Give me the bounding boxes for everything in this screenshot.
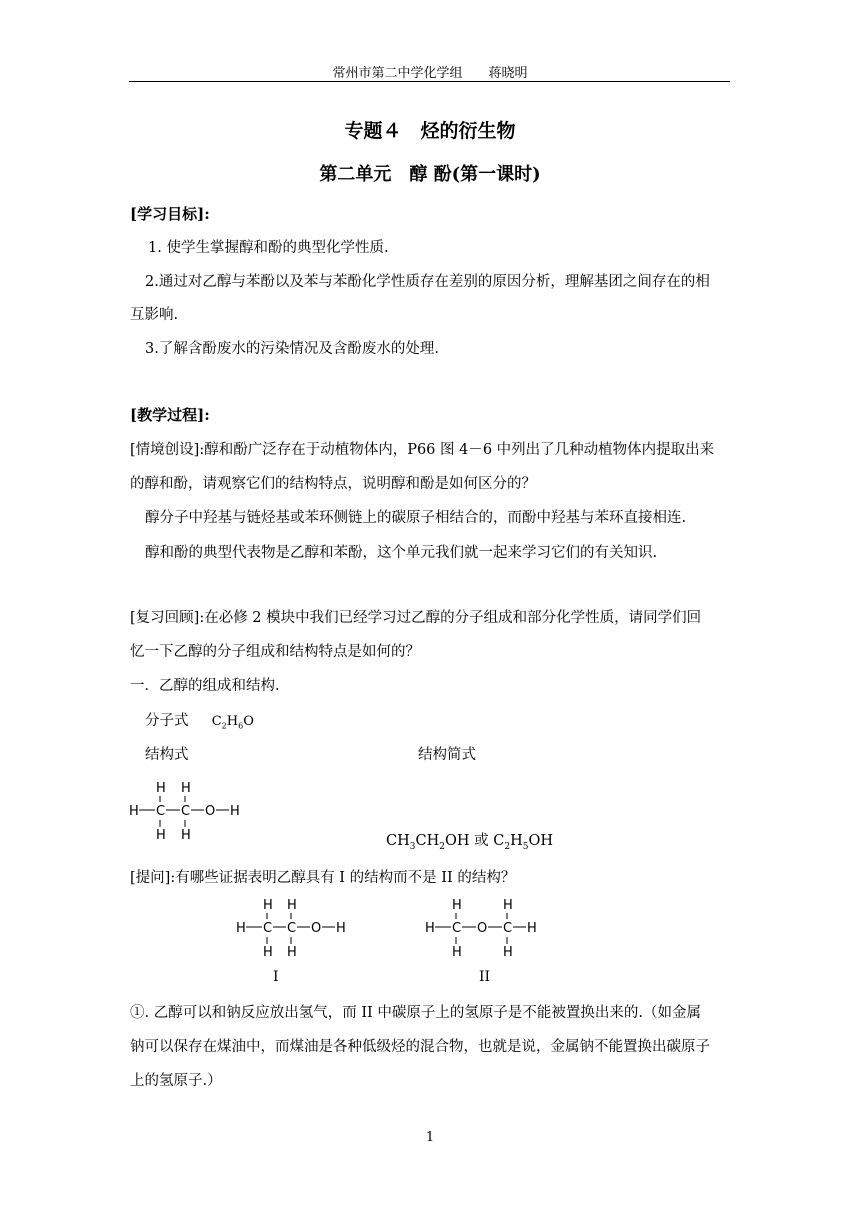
atom-label: H bbox=[129, 804, 139, 819]
atom-label: H bbox=[230, 804, 240, 819]
atom-label: H bbox=[452, 898, 462, 913]
scenario-text: 的醇和酚，请观察它们的结构特点，说明醇和酚是如何区分的？ bbox=[130, 476, 536, 492]
page-number: 1 bbox=[425, 1130, 435, 1145]
atom-label: C bbox=[452, 921, 462, 936]
molecular-formula-label: 分子式 bbox=[145, 713, 189, 729]
atom-label: H bbox=[236, 921, 246, 936]
atom-label: H bbox=[263, 945, 273, 960]
atom-label: H bbox=[156, 781, 166, 796]
header-divider bbox=[129, 81, 730, 82]
ethanol-structure bbox=[125, 775, 255, 845]
atom-label: H bbox=[503, 945, 513, 960]
structure-II bbox=[421, 892, 546, 962]
evidence-text: ①. 乙醇可以和钠反应放出氢气，而 II 中碳原子上的氢原子是不能被置换出来的.（如金属 bbox=[130, 1005, 701, 1021]
atom-label: C bbox=[263, 921, 273, 936]
structural-formula-label: 结构式 bbox=[145, 747, 189, 763]
atom-label: H bbox=[336, 921, 346, 936]
atom-label: H bbox=[452, 945, 462, 960]
document-title: 专题４ 烃的衍生物 bbox=[344, 120, 516, 142]
atom-label: H bbox=[527, 921, 537, 936]
atom-label: C bbox=[287, 921, 297, 936]
structure-I-label: I bbox=[273, 969, 279, 985]
molecular-formula-row bbox=[145, 709, 254, 731]
simplified-formula-label: 结构简式 bbox=[418, 747, 476, 763]
question-text: [提问]:有哪些证据表明乙醇具有 I 的结构而不是 II 的结构？ bbox=[130, 870, 516, 886]
section-heading: 一．乙醇的组成和结构. bbox=[130, 678, 280, 694]
simplified-formula: $CH_3CH_2OH$ 或 $C_2H_5OH$ bbox=[386, 833, 554, 852]
atom-label: O bbox=[477, 921, 488, 936]
scenario-text: 醇和酚的典型代表物是乙醇和苯酚，这个单元我们就一起来学习它们的有关知识. bbox=[145, 545, 658, 561]
atom-label: H bbox=[503, 898, 513, 913]
atom-label: C bbox=[503, 921, 513, 936]
page-header: 常州市第二中学化学组 蒋晓明 bbox=[332, 66, 528, 81]
process-heading: [教学过程]: bbox=[130, 406, 210, 424]
structure-I bbox=[232, 892, 357, 962]
molecular-formula: $C_2H_6O$ bbox=[211, 714, 254, 731]
scenario-text: 醇分子中羟基与链烃基或苯环侧链上的碳原子相结合的，而酚中羟基与苯环直接相连. bbox=[145, 510, 687, 526]
evidence-text: 上的氢原子.） bbox=[130, 1073, 222, 1089]
objective-item: 互影响. bbox=[130, 307, 179, 323]
objective-item: 1. 使学生掌握醇和酚的典型化学性质. bbox=[148, 240, 389, 256]
review-text: [复习回顾]:在必修 2 模块中我们已经学习过乙醇的分子组成和部分化学性质，请同学们回 bbox=[130, 610, 702, 626]
atom-label: H bbox=[287, 898, 297, 913]
objective-item: 2.通过对乙醇与苯酚以及苯与苯酚化学性质存在差别的原因分析，理解基团之间存在的相 bbox=[145, 274, 710, 290]
structure-II-label: II bbox=[479, 969, 491, 985]
atom-label: C bbox=[181, 804, 191, 819]
atom-label: H bbox=[181, 781, 191, 796]
atom-label: O bbox=[205, 804, 216, 819]
atom-label: H bbox=[156, 828, 166, 843]
review-text: 忆一下乙醇的分子组成和结构特点是如何的？ bbox=[130, 644, 420, 660]
evidence-text: 钠可以保存在煤油中，而煤油是各种低级烃的混合物，也就是说，金属钠不能置换出碳原子 bbox=[130, 1039, 710, 1055]
document-subtitle: 第二单元 醇 酚(第一课时) bbox=[319, 164, 541, 185]
objectives-heading: [学习目标]: bbox=[130, 205, 210, 223]
scenario-text: [情境创设]:醇和酚广泛存在于动植物体内，P66 图 4－6 中列出了几种动植物体内提取出来 bbox=[130, 442, 715, 458]
atom-label: H bbox=[287, 945, 297, 960]
atom-label: H bbox=[181, 828, 191, 843]
atom-label: C bbox=[156, 804, 166, 819]
objective-item: 3.了解含酚废水的污染情况及含酚废水的处理. bbox=[145, 341, 439, 357]
atom-label: O bbox=[311, 921, 322, 936]
atom-label: H bbox=[263, 898, 273, 913]
atom-label: H bbox=[425, 921, 435, 936]
